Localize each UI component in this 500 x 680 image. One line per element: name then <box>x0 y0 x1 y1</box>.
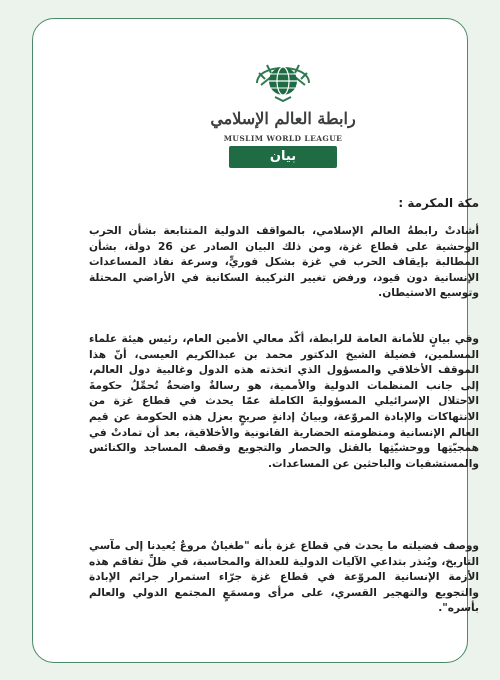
organization-name-arabic: رابطة العالم الإسلامي <box>210 109 356 128</box>
globe-emblem-icon <box>251 49 315 103</box>
statement-badge: بيان <box>229 146 337 168</box>
organization-name-english: MUSLIM WORLD LEAGUE <box>223 134 343 143</box>
paragraph-1: أشادتْ رابطةُ العالم الإسلامي، بالمواقف الدولية المتتابعة بشأن الحرب الوحشية على قطاع غزة، ومن ذلك البيان الصادر عن 26 دولة، بشأن المطالبة بإيقاف الحرب في غزة بشكل فوريٍّ، وسرعة نفاذ المساعدات الإنسانية دون قيود، ورفض تغيير التركيبة السكانية في الأراضي المحتلة وتوسيع الاستيطان. <box>89 225 480 300</box>
dateline-place: مكة المكرمة : <box>398 196 479 210</box>
paragraph-3: ووصف فضيلته ما يحدث في قطاع غزة بأنه "طغيانٌ مروعٌ يُعيدنا إلى مآسي التاريخ، ويُنذر بتداعي الآليات الدولية للعدالة والمحاسبة، في ظلِّ تفاقم هذه الأزمة الإنسانية المروّعة في قطاع غزة جرّاء استمرار جرائم الإبادة والتجويع والتهجير القسري، على مرأى ومسمَعٍ المجتمع الدولي والعالم بأسره". <box>89 540 479 615</box>
statement-card <box>32 18 480 663</box>
paragraph-2: وفي بيانٍ للأمانة العامة للرابطة، أكّد معالي الأمين العام، رئيس هيئة علماء المسلمين، فضيلة الشيخ الدكتور محمد بن عبدالكريم العيسى، أنّ هذا الموقف الأخلاقي والمسؤول الذي اتخذته هذه الدول وغالبية دول العالم، إلى جانب المنظمات الدولية والأممية، هو رسالةٌ واضحةٌ تُحمِّلُ حكومةَ الاحتلال الإسرائيلي المسؤوليةَ الكاملة عمّا يحدث في قطاع غزة من الانتهاكات والإبادة المروّعة، وبيانُ إدانةٍ صريحٍ بعزل هذه الحكومة عن قيم العالم الإنسانية ومنظومته الحضارية القانونية والأخلاقية، بعد أن تمادتْ في همجيّتِها ووحشيّتِها بالقتل والحصار والتجويع وقصف المساجد والكنائس والمستشفيات والباحثين عن المساعدات. <box>89 333 479 470</box>
